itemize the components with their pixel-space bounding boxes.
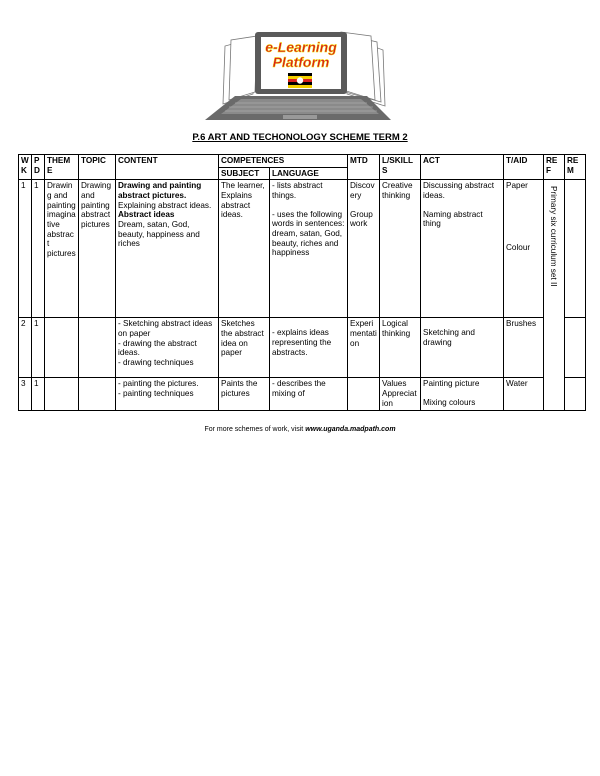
cell-language	[270, 318, 348, 378]
header-competences: COMPETENCES	[219, 155, 348, 168]
content-item: - painting techniques	[118, 389, 194, 399]
cell-rem	[565, 318, 586, 378]
cell-act	[421, 180, 504, 318]
footer-text: For more schemes of work, visit	[204, 426, 306, 433]
content-item: - drawing the abstract ideas.	[118, 338, 197, 358]
table-row	[19, 318, 586, 378]
header-pd: P D	[32, 155, 45, 180]
content-item: - drawing techniques	[118, 358, 194, 368]
header-ref: RE F	[544, 155, 565, 180]
content-heading: Abstract ideas	[118, 210, 175, 220]
footer-link[interactable]: www.uganda.madpath.com	[305, 426, 396, 433]
cell-topic	[79, 378, 116, 411]
header-theme: THEM E	[45, 155, 79, 180]
cell-content	[116, 378, 219, 411]
cell-language: - describes the mixing of	[270, 378, 348, 411]
content-text: Dream, satan, God, beauty, happiness and riches	[118, 220, 200, 249]
cell-lskills: Logical thinking	[380, 318, 421, 378]
svg-text:Platform: Platform	[272, 54, 330, 70]
header-act: ACT	[421, 155, 504, 180]
header-wk: W K	[19, 155, 32, 180]
svg-text:e-Learning: e-Learning	[265, 39, 337, 55]
cell-language	[270, 180, 348, 318]
cell-theme	[45, 318, 79, 378]
cell-content	[116, 180, 219, 318]
header-lskills: L/SKILL S	[380, 155, 421, 180]
cell-rem	[565, 180, 586, 318]
cell-act	[421, 378, 504, 411]
language-item: - uses the following words in sentences: dream, satan, God, beauty, riches and happiness	[272, 209, 345, 258]
scheme-of-work-table	[18, 154, 586, 411]
cell-pd: 1	[32, 318, 45, 378]
cell-pd: 1	[32, 180, 45, 318]
aid-item: Colour	[506, 243, 531, 253]
cell-taid: Brushes	[504, 318, 544, 378]
cell-subject: The learner, Explains abstract ideas.	[219, 180, 270, 318]
cell-mtd: Experimentation	[348, 318, 380, 378]
cell-taid	[504, 180, 544, 318]
cell-lskills: Creative thinking	[380, 180, 421, 318]
footer-note	[0, 426, 600, 433]
header-rem: RE M	[565, 155, 586, 180]
cell-content	[116, 318, 219, 378]
header-language: LANGUAGE	[270, 167, 348, 180]
method-item: Group work	[350, 209, 373, 229]
cell-mtd	[348, 180, 380, 318]
reference-text: Primary six curriculum set II	[549, 186, 559, 287]
cell-wk: 2	[19, 318, 32, 378]
cell-theme: Drawing and painting imaginative abstract pictures	[45, 180, 79, 318]
language-item: - lists abstract things.	[272, 181, 323, 201]
cell-wk: 3	[19, 378, 32, 411]
cell-wk: 1	[19, 180, 32, 318]
activity-item: Mixing colours	[423, 398, 476, 408]
activity-item: Discussing abstract ideas.	[423, 181, 495, 201]
uganda-flag-icon	[288, 73, 312, 88]
header-mtd: MTD	[348, 155, 380, 180]
cell-topic	[79, 318, 116, 378]
content-item: - painting the pictures.	[118, 379, 199, 389]
language-item: - explains ideas representing the abstracts.	[272, 328, 332, 357]
activity-item: Painting picture	[423, 379, 480, 389]
cell-subject: Sketches the abstract idea on paper	[219, 318, 270, 378]
document-title: P.6 ART AND TECHONOLOGY SCHEME TERM 2	[192, 132, 408, 143]
header-subject: SUBJECT	[219, 167, 270, 180]
header-taid: T/AID	[504, 155, 544, 180]
aid-item: Paper	[506, 181, 528, 191]
header-topic: TOPIC	[79, 155, 116, 180]
content-text: Explaining abstract ideas.	[118, 200, 212, 210]
header-row	[19, 155, 586, 168]
content-heading: Drawing and painting abstract pictures.	[118, 181, 202, 201]
method-item: Discovery	[350, 181, 375, 201]
table-row	[19, 180, 586, 318]
cell-subject: Paints the pictures	[219, 378, 270, 411]
cell-topic: Drawing and painting abstract pictures	[79, 180, 116, 318]
header-content: CONTENT	[116, 155, 219, 180]
cell-taid: Water	[504, 378, 544, 411]
cell-act	[421, 318, 504, 378]
cell-mtd	[348, 378, 380, 411]
cell-lskills: Values Appreciation	[380, 378, 421, 411]
activity-item: Sketching and drawing	[423, 328, 475, 348]
cell-theme	[45, 378, 79, 411]
content-item: - Sketching abstract ideas on paper	[118, 319, 213, 339]
cell-pd: 1	[32, 378, 45, 411]
cell-rem	[565, 378, 586, 411]
cell-ref	[544, 180, 565, 411]
activity-item: Naming abstract thing	[423, 209, 483, 229]
table-row	[19, 378, 586, 411]
e-learning-platform-logo	[195, 28, 403, 128]
